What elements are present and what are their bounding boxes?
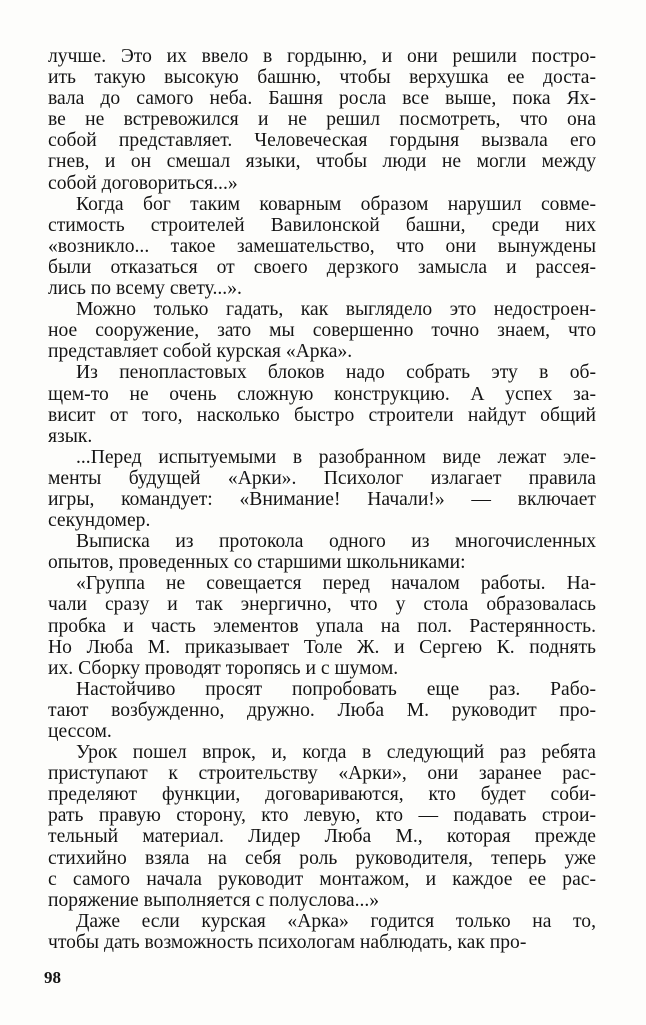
paragraph — [48, 679, 596, 742]
text-line: язык. — [48, 425, 93, 447]
text-line: игры, командует: «Внимание! Начали!» — включает — [48, 488, 596, 510]
text-line: опытов, проведенных со старшими школьниками: — [48, 552, 466, 574]
paragraph — [48, 194, 596, 299]
text-line: поряжение выполняется с полуслова...» — [48, 889, 380, 911]
paragraph — [48, 299, 596, 362]
text-line: тельный материал. Лидер Люба М., которая прежде — [48, 826, 596, 848]
text-line: «возникло... такое замешательство, что они вынуждены — [48, 235, 596, 257]
text-line: пробка и часть элементов упала на пол. Растерянность. — [48, 615, 596, 637]
text-line: Урок пошел впрок, и, когда в следующий раз ребята — [76, 742, 596, 764]
text-line: Настойчиво просят попробовать еще раз. Рабо- — [76, 678, 596, 700]
text-line: секундомер. — [48, 510, 151, 532]
text-line: представляет собой курская «Арка». — [48, 341, 353, 363]
text-line: гнев, и он смешал языки, чтобы люди не могли между — [48, 151, 596, 173]
text-line: ве не встревожился и не решил посмотреть, что она — [48, 109, 596, 131]
text-line: менты будущей «Арки». Психолог излагает правила — [48, 467, 596, 489]
text-line: стихийно взяла на себя роль руководителя, теперь уже — [48, 847, 596, 869]
text-line: рать правую сторону, кто левую, кто — подавать строи- — [48, 805, 596, 827]
text-line: Выписка из протокола одного из многочисленных — [76, 531, 596, 553]
paragraph — [48, 911, 596, 953]
text-line: Из пенопластовых блоков надо собрать эту в об- — [76, 362, 596, 384]
text-line: вала до самого неба. Башня росла все выше, пока Ях- — [48, 88, 596, 110]
paragraph — [48, 531, 596, 573]
text-line: Даже если курская «Арка» годится только на то, — [76, 910, 596, 932]
text-line: висит от того, насколько быстро строители найдут общий — [48, 404, 596, 426]
paragraph — [48, 46, 596, 194]
text-line: ить такую высокую башню, чтобы верхушка ее доста- — [48, 67, 596, 89]
text-line: ...Перед испытуемыми в разобранном виде лежат эле- — [76, 446, 596, 468]
paragraph — [48, 447, 596, 531]
text-line: были отказаться от своего дерзкого замысла и рассея- — [48, 256, 596, 278]
text-line: цессом. — [48, 721, 112, 742]
text-line: их. Сборку проводят торопясь и с шумом. — [48, 657, 399, 679]
text-line: тают возбужденно, дружно. Люба М. руководит про- — [48, 699, 596, 721]
text-line: приступают к строительству «Арки», они заранее рас- — [48, 763, 596, 785]
text-line: чтобы дать возможность психологам наблюдать, как про- — [48, 931, 527, 953]
paragraph — [48, 573, 596, 678]
text-line: лись по всему свету...». — [48, 278, 242, 300]
body-text — [48, 46, 596, 953]
text-line: собой представляет. Человеческая гордыня вызвала его — [48, 130, 596, 152]
text-line: «Группа не совещается перед началом работы. На- — [76, 573, 596, 595]
text-line: лучше. Это их ввело в гордыню, и они решили постро- — [48, 46, 596, 67]
text-line: щем-то не очень сложную конструкцию. А успех за- — [48, 383, 596, 405]
text-line: чали сразу и так энергично, что у стола образовалась — [48, 594, 596, 616]
text-line: Можно только гадать, как выглядело это недостроен- — [76, 299, 596, 321]
text-line: пределяют функции, договариваются, кто будет соби- — [48, 784, 596, 806]
text-line: ное сооружение, зато мы совершенно точно знаем, что — [48, 320, 596, 342]
text-line: Но Люба М. приказывает Толе Ж. и Сергею К. поднять — [48, 636, 596, 658]
text-line: стимость строителей Вавилонской башни, среди них — [48, 214, 596, 236]
text-line: собой договориться...» — [48, 172, 238, 194]
paragraph — [48, 742, 596, 911]
text-line: с самого начала руководит монтажом, и каждое ее рас- — [48, 868, 596, 890]
paragraph — [48, 362, 596, 446]
page-number: 98 — [44, 968, 61, 987]
text-line: Когда бог таким коварным образом нарушил совме- — [76, 193, 596, 215]
